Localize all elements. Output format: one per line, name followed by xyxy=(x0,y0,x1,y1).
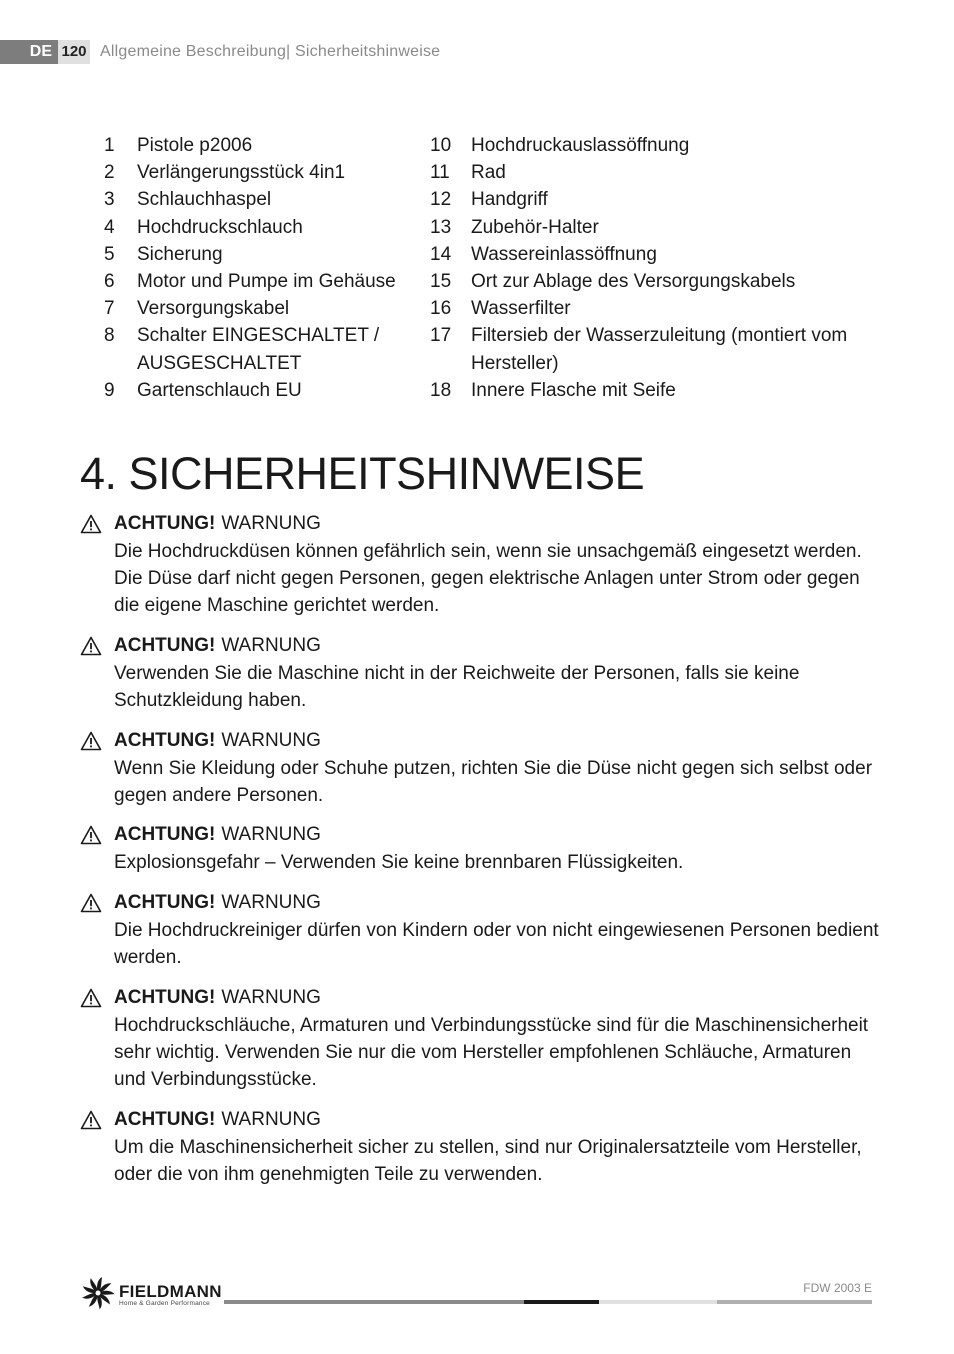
parts-list-item xyxy=(430,377,880,404)
warning-label: ACHTUNG! xyxy=(114,824,216,845)
part-number: 13 xyxy=(430,216,452,238)
page-number: 120 xyxy=(58,40,90,64)
warning-label: ACHTUNG! xyxy=(114,513,216,534)
warning-label: ACHTUNG! xyxy=(114,1109,216,1130)
parts-list-item xyxy=(104,268,414,295)
warning-triangle-icon xyxy=(80,727,114,755)
parts-list-item xyxy=(104,132,414,159)
parts-list-item xyxy=(430,186,880,213)
parts-list-item xyxy=(104,159,414,186)
warning-label: ACHTUNG! xyxy=(114,730,216,751)
warning-label: ACHTUNG! xyxy=(114,987,216,1008)
part-name: Motor und Pumpe im Gehäuse xyxy=(137,271,396,293)
part-name: Hochdruckauslassöffnung xyxy=(471,135,690,156)
part-number: 18 xyxy=(430,379,452,401)
warning-kind: WARNUNG xyxy=(221,892,321,913)
part-name: Rad xyxy=(471,162,506,184)
footer-rule-segment xyxy=(599,1300,717,1304)
page-header xyxy=(0,40,440,64)
part-name: Pistole p2006 xyxy=(137,135,253,156)
warning-kind: WARNUNG xyxy=(221,824,321,845)
warning-text: Hochdruckschläuche, Armaturen und Verbindungsstücke sind für die Maschinensicherheit sehr wichtig. Verwenden Sie nur die vom Hersteller empfohlenen Schläuche, Armaturen und Verbindungsstücke. xyxy=(114,1015,869,1091)
parts-list-item xyxy=(430,295,880,322)
warning-block xyxy=(80,821,880,876)
parts-list-item xyxy=(430,132,880,159)
warning-block xyxy=(80,889,880,971)
parts-list-item xyxy=(104,186,414,213)
parts-list-item xyxy=(430,214,880,241)
part-name: Sicherung xyxy=(137,243,223,265)
part-number: 16 xyxy=(430,298,452,320)
part-name: Ort zur Ablage des Versorgungskabels xyxy=(471,271,796,293)
warning-header xyxy=(80,510,880,538)
parts-list-item xyxy=(430,268,880,295)
parts-list-item xyxy=(104,214,414,241)
footer-rule-segment xyxy=(224,1300,524,1304)
part-number: 15 xyxy=(430,271,452,293)
part-name: Hochdruckschlauch xyxy=(137,216,303,238)
part-name: Verlängerungsstück 4in1 xyxy=(137,162,346,184)
warning-triangle-icon xyxy=(80,984,114,1012)
warning-block xyxy=(80,510,880,620)
warning-header xyxy=(80,727,880,755)
warning-text: Explosionsgefahr – Verwenden Sie keine brennbaren Flüssigkeiten. xyxy=(114,852,684,873)
part-name: Filtersieb der Wasserzuleitung (montiert vom Hersteller) xyxy=(471,325,848,374)
warning-header xyxy=(80,632,880,660)
warning-text: Verwenden Sie die Maschine nicht in der Reichweite der Personen, falls sie keine Schutzkleidung haben. xyxy=(114,663,800,712)
running-title: Allgemeine Beschreibung| Sicherheitshinweise xyxy=(100,43,441,60)
warning-header xyxy=(80,984,880,1012)
parts-list-item xyxy=(430,241,880,268)
model-number: FDW 2003 E xyxy=(803,1281,872,1295)
brand-tagline: Home & Garden Performance xyxy=(119,1300,210,1307)
section-heading: 4. SICHERHEITSHINWEISE xyxy=(80,448,645,499)
language-badge: DE xyxy=(0,40,58,64)
warning-triangle-icon xyxy=(80,632,114,660)
warning-triangle-icon xyxy=(80,1106,114,1134)
warning-label: ACHTUNG! xyxy=(114,892,216,913)
footer-rule-segment xyxy=(524,1300,599,1304)
parts-list-item xyxy=(104,322,414,376)
part-number: 12 xyxy=(430,189,452,211)
footer-rule-segment xyxy=(717,1300,872,1304)
part-name: Wasserfilter xyxy=(471,298,571,320)
part-name: Handgriff xyxy=(471,189,548,211)
warning-text: Wenn Sie Kleidung oder Schuhe putzen, richten Sie die Düse nicht gegen sich selbst oder gegen andere Personen. xyxy=(114,758,873,807)
part-number: 5 xyxy=(104,243,115,265)
warning-triangle-icon xyxy=(80,889,114,917)
fan-logo-icon xyxy=(80,1276,116,1314)
parts-list-item xyxy=(430,322,880,376)
warning-block xyxy=(80,1106,880,1188)
brand-logo xyxy=(80,1276,222,1314)
warning-kind: WARNUNG xyxy=(221,730,321,751)
warning-header xyxy=(80,1106,880,1134)
warning-triangle-icon xyxy=(80,510,114,538)
warning-header xyxy=(80,821,880,849)
part-number: 1 xyxy=(104,135,115,156)
warning-kind: WARNUNG xyxy=(221,513,321,534)
part-name: Versorgungskabel xyxy=(137,298,290,320)
parts-list-right xyxy=(430,132,880,404)
warning-block xyxy=(80,727,880,809)
warning-kind: WARNUNG xyxy=(221,1109,321,1130)
warning-text: Um die Maschinensicherheit sicher zu stellen, sind nur Originalersatzteile vom Hersteller, oder die von ihm genehmigten Teile zu verwenden. xyxy=(114,1137,862,1186)
part-number: 6 xyxy=(104,271,115,293)
part-number: 3 xyxy=(104,189,115,211)
part-name: Innere Flasche mit Seife xyxy=(471,379,676,401)
warning-triangle-icon xyxy=(80,821,114,849)
warning-block xyxy=(80,984,880,1094)
part-number: 11 xyxy=(430,162,450,184)
parts-list-item xyxy=(104,377,414,404)
parts-list-item xyxy=(430,159,880,186)
part-number: 8 xyxy=(104,325,115,347)
part-number: 7 xyxy=(104,298,115,320)
part-number: 10 xyxy=(430,135,452,156)
part-name: Gartenschlauch EU xyxy=(137,379,302,401)
parts-list-left xyxy=(104,132,414,404)
part-name: Wassereinlassöffnung xyxy=(471,243,657,265)
warning-text: Die Hochdruckdüsen können gefährlich sein, wenn sie unsachgemäß eingesetzt werden. Die Düse darf nicht gegen Personen, gegen elektrische Anlagen unter Strom oder gegen die eigene Maschine gerichtet werden. xyxy=(114,541,862,617)
parts-list-item xyxy=(104,295,414,322)
warning-label: ACHTUNG! xyxy=(114,635,216,656)
footer-rule xyxy=(224,1300,872,1304)
part-number: 2 xyxy=(104,162,115,184)
part-number: 9 xyxy=(104,379,115,401)
part-number: 14 xyxy=(430,243,452,265)
part-number: 17 xyxy=(430,325,452,347)
parts-list-item xyxy=(104,241,414,268)
part-number: 4 xyxy=(104,216,115,238)
warning-kind: WARNUNG xyxy=(221,635,321,656)
warning-header xyxy=(80,889,880,917)
brand-name: FIELDMANN xyxy=(119,1282,222,1301)
part-name: Zubehör-Halter xyxy=(471,216,599,238)
part-name: Schlauchhaspel xyxy=(137,189,272,211)
warning-block xyxy=(80,632,880,714)
warning-kind: WARNUNG xyxy=(221,987,321,1008)
warning-text: Die Hochdruckreiniger dürfen von Kindern oder von nicht eingewiesenen Personen bedient werden. xyxy=(114,920,879,969)
part-name: Schalter EINGESCHALTET / AUSGESCHALTET xyxy=(137,325,380,374)
